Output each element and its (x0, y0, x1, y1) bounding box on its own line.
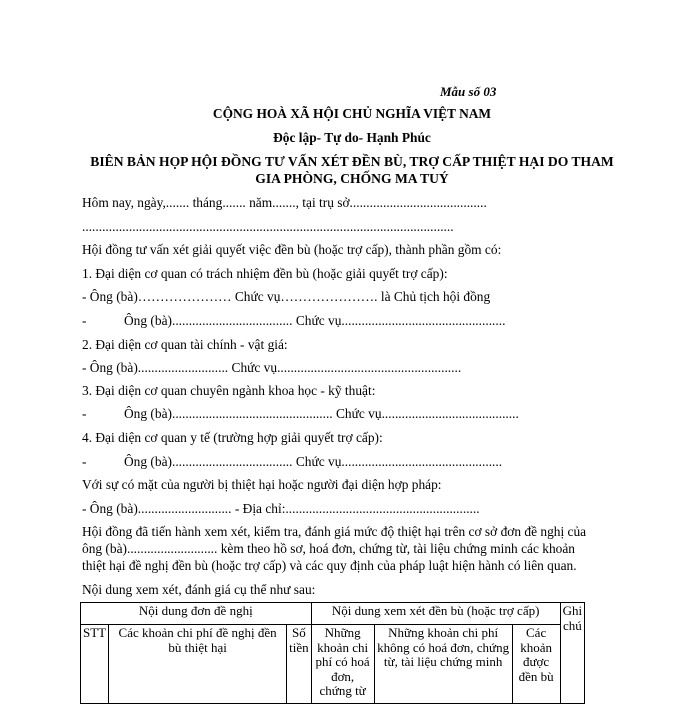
council-intro: Hội đồng tư vấn xét giải quyết việc đền bù (hoặc trợ cấp), thành phần gồm có: (82, 242, 502, 257)
table-header-amount: Số tiền (287, 625, 312, 704)
table-group-request: Nội dung đơn đề nghị (81, 603, 312, 625)
country-name: CỘNG HOÀ XÃ HỘI CHỦ NGHĨA VIỆT NAM (212, 106, 492, 121)
member-line-text: Ông (bà).................................... Chức vụ................................................ (124, 454, 503, 469)
section-1-member-1: - Ông (bà)………………… Chức vụ…………………. là Chủ tịch hội đồng (82, 289, 491, 304)
member-line-text: Ông (bà).................................... Chức vụ................................................. (124, 313, 506, 328)
form-number: Mẫu số 03 (440, 84, 497, 99)
section-3-member-1 (82, 406, 519, 422)
document-title-line-1: BIÊN BẢN HỌP HỘI ĐỒNG TƯ VẤN XÉT ĐỀN BÙ, TRỢ CẤP THIỆT HẠI DO THAM (90, 154, 614, 169)
table-header-compensated: Các khoản được đền bù (512, 625, 560, 704)
dotted-fill-line: ............................................................................................................... (82, 219, 454, 234)
conducted-line-1: Hội đồng đã tiến hành xem xét, kiểm tra, đánh giá mức độ thiệt hại trên cơ sở đơn đề nghị của (82, 524, 587, 539)
section-2-title: 2. Đại diện cơ quan tài chính - vật giá: (82, 337, 288, 352)
list-dash: - (82, 406, 87, 421)
list-dash: - (82, 454, 87, 469)
table-header-with-invoice: Những khoản chi phí có hoá đơn, chứng từ (311, 625, 374, 704)
table-header-items: Các khoản chi phí đề nghị đền bù thiệt hại (109, 625, 287, 704)
member-line-text: Ông (bà)................................................ Chức vụ......................................... (124, 406, 519, 421)
section-3-title: 3. Đại diện cơ quan chuyên ngành khoa học - kỹ thuật: (82, 383, 376, 398)
section-2-member-1: - Ông (bà)........................... Chức vụ....................................................... (82, 360, 462, 375)
review-table (80, 602, 585, 704)
presence-line: - Ông (bà)............................ - Địa chỉ:.......................................................... (82, 501, 480, 516)
section-1-title: 1. Đại diện cơ quan có trách nhiệm đền bù (hoặc giải quyết trợ cấp): (82, 266, 448, 281)
conducted-line-2: ông (bà)........................... kèm theo hồ sơ, hoá đơn, chứng từ, tài liệu chứng minh các khoản (82, 541, 575, 556)
motto: Độc lập- Tự do- Hạnh Phúc (273, 130, 431, 145)
table-header-without-invoice: Những khoản chi phí không có hoá đơn, chứng từ, tài liệu chứng minh (374, 625, 512, 704)
presence-intro: Với sự có mặt của người bị thiệt hại hoặc người đại diện hợp pháp: (82, 477, 442, 492)
section-1-member-2 (82, 313, 505, 329)
list-dash: - (82, 313, 87, 328)
document-title-line-2: GIA PHÒNG, CHỐNG MA TUÝ (255, 171, 449, 186)
table-header-notes: Ghi chú (560, 603, 585, 704)
section-4-title: 4. Đại diện cơ quan y tế (trường hợp giải quyết trợ cấp): (82, 430, 383, 445)
table-header-stt: STT (81, 625, 109, 704)
section-4-member-1 (82, 454, 502, 470)
date-location-line: Hôm nay, ngày,....... tháng....... năm......., tại trụ sở......................................... (82, 195, 487, 210)
review-intro: Nội dung xem xét, đánh giá cụ thể như sau: (82, 582, 316, 597)
table-group-review: Nội dung xem xét đền bù (hoặc trợ cấp) (311, 603, 560, 625)
conducted-line-3: thiệt hại đề nghị đền bù (hoặc trợ cấp) và các quy định của pháp luật hiện hành có liên quan. (82, 558, 577, 573)
